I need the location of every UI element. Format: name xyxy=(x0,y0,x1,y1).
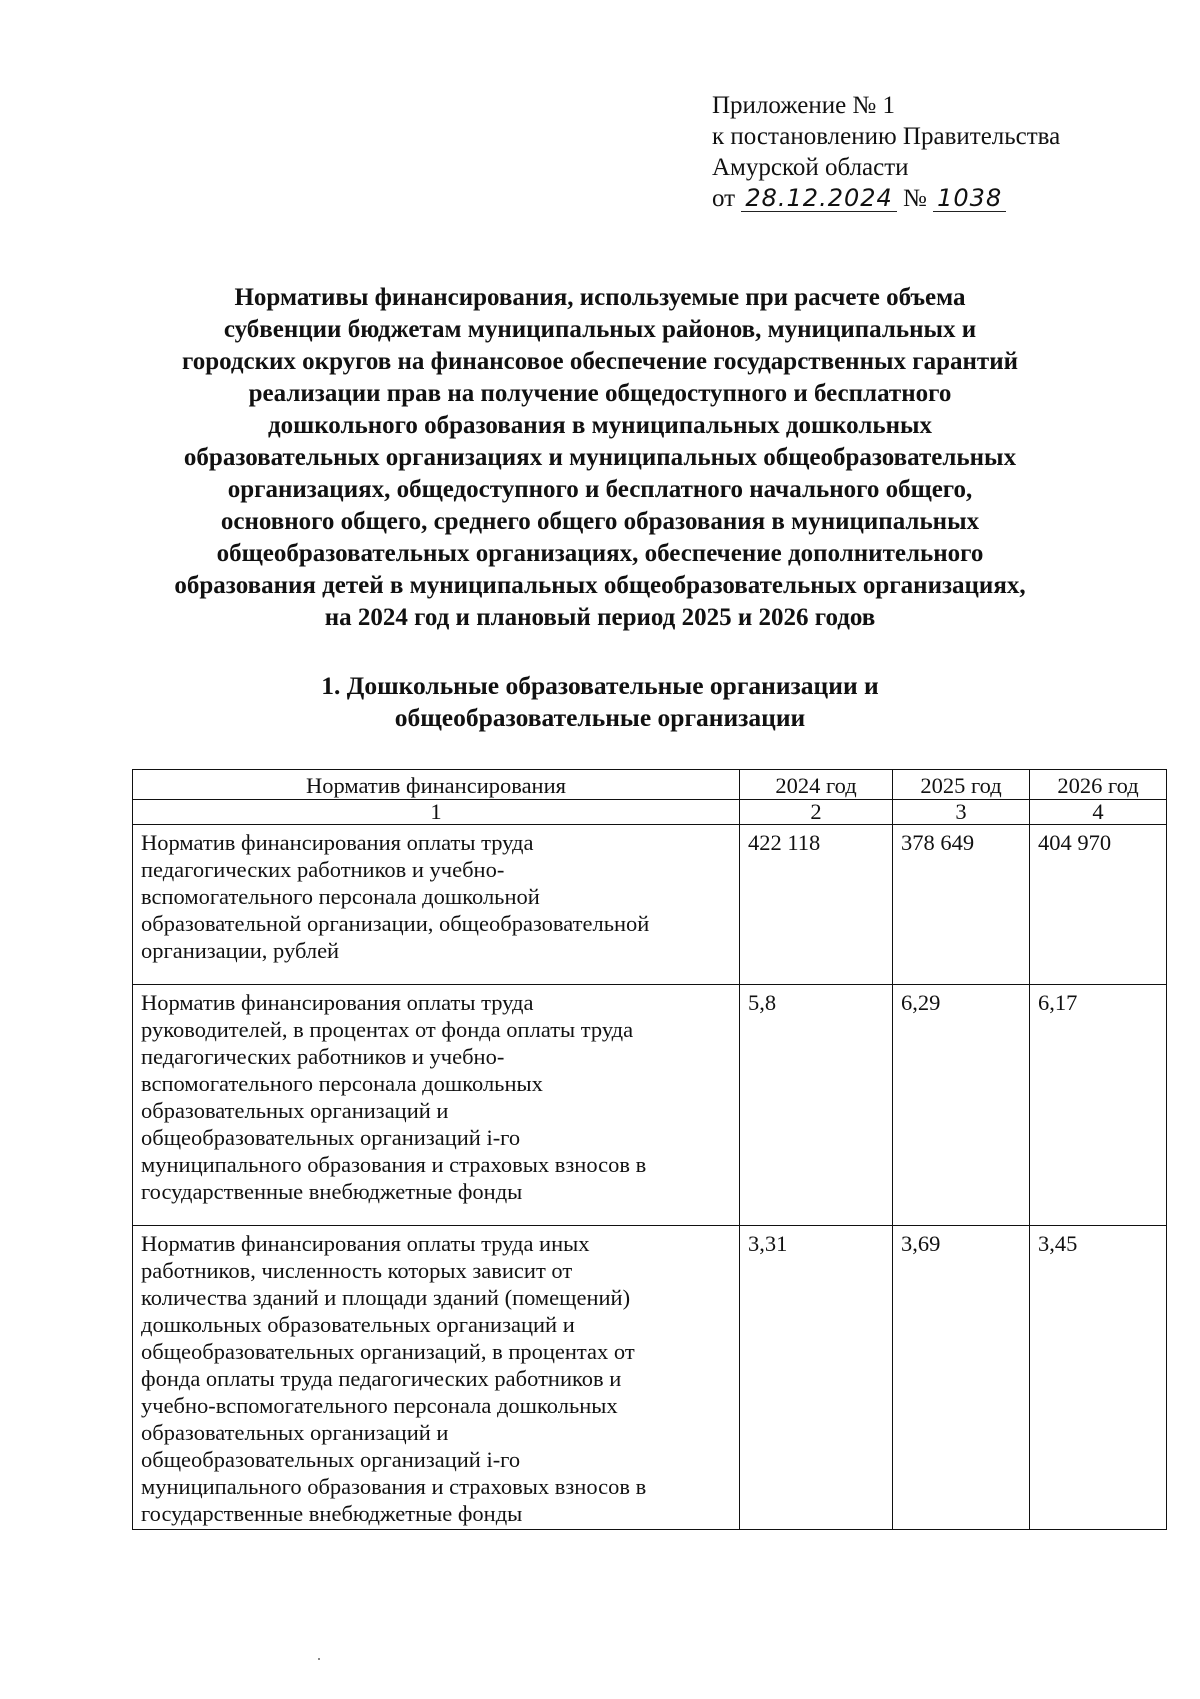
appendix-resolution: к постановлению Правительства xyxy=(712,123,1061,150)
value-2024: 3,31 xyxy=(740,1226,893,1530)
desc-line: вспомогательного персонала дошкольной xyxy=(141,884,540,909)
appendix-date-line xyxy=(712,183,1152,214)
header-2024: 2024 год xyxy=(740,770,893,800)
appendix-number: Приложение № 1 xyxy=(712,92,896,119)
title-line: образования детей в муниципальных общеобразовательных организациях, xyxy=(174,572,1026,599)
desc-line: государственные внебюджетные фонды xyxy=(141,1179,523,1204)
header-2025: 2025 год xyxy=(893,770,1030,800)
value-2025: 378 649 xyxy=(893,825,1030,985)
column-number: 2 xyxy=(740,800,893,825)
title-line: на 2024 год и плановый период 2025 и 2026 годов xyxy=(324,604,876,631)
value-2024: 5,8 xyxy=(740,985,893,1226)
value-2026: 404 970 xyxy=(1030,825,1167,985)
desc-line: Норматив финансирования оплаты труда xyxy=(141,990,534,1015)
norm-description xyxy=(133,985,740,1226)
scan-speck xyxy=(318,1658,320,1660)
column-number: 4 xyxy=(1030,800,1167,825)
title-line: субвенции бюджетам муниципальных районов, муниципальных и xyxy=(223,316,977,343)
appendix-region: Амурской области xyxy=(712,154,909,181)
norm-description xyxy=(133,1226,740,1530)
desc-line: руководителей, в процентах от фонда оплаты труда xyxy=(141,1017,634,1042)
title-line: образовательных организациях и муниципальных общеобразовательных xyxy=(183,444,1017,471)
appendix-block xyxy=(712,90,1152,214)
desc-line: работников, численность которых зависит от xyxy=(141,1258,573,1283)
desc-line: муниципального образования и страховых взносов в xyxy=(141,1152,647,1177)
title-line: организациях, общедоступного и бесплатного начального общего, xyxy=(227,476,973,503)
desc-line: фонда оплаты труда педагогических работников и xyxy=(141,1366,622,1391)
table-row xyxy=(133,825,1167,985)
desc-line: общеобразовательных организаций i-го xyxy=(141,1447,521,1472)
title-line: реализации прав на получение общедоступного и бесплатного xyxy=(248,380,952,407)
from-label: от xyxy=(712,185,736,212)
desc-line: количества зданий и площади зданий (помещений) xyxy=(141,1285,631,1310)
handwritten-number: 1038 xyxy=(933,185,1006,212)
number-label: № xyxy=(903,185,927,212)
desc-line: организации, рублей xyxy=(141,938,340,963)
title-line: общеобразовательных организациях, обеспечение дополнительного xyxy=(216,540,984,567)
norms-table xyxy=(132,769,1167,1530)
column-number-row xyxy=(133,800,1167,825)
table-row xyxy=(133,1226,1167,1530)
desc-line: педагогических работников и учебно- xyxy=(141,1044,505,1069)
title-line: дошкольного образования в муниципальных дошкольных xyxy=(267,412,932,439)
desc-line: дошкольных образовательных организаций и xyxy=(141,1312,575,1337)
desc-line: образовательной организации, общеобразовательной xyxy=(141,911,650,936)
title-line: Нормативы финансирования, используемые при расчете объема xyxy=(234,284,966,311)
column-number: 3 xyxy=(893,800,1030,825)
value-2025: 6,29 xyxy=(893,985,1030,1226)
desc-line: муниципального образования и страховых взносов в xyxy=(141,1474,647,1499)
title-line: основного общего, среднего общего образования в муниципальных xyxy=(220,508,980,535)
section-heading xyxy=(150,670,1050,734)
header-norm: Норматив финансирования xyxy=(133,770,740,800)
header-2026: 2026 год xyxy=(1030,770,1167,800)
value-2026: 6,17 xyxy=(1030,985,1167,1226)
value-2025: 3,69 xyxy=(893,1226,1030,1530)
desc-line: государственные внебюджетные фонды xyxy=(141,1501,523,1526)
column-number: 1 xyxy=(133,800,740,825)
desc-line: Норматив финансирования оплаты труда иных xyxy=(141,1231,590,1256)
table-row xyxy=(133,985,1167,1226)
desc-line: вспомогательного персонала дошкольных xyxy=(141,1071,543,1096)
table-header-row xyxy=(133,770,1167,800)
desc-line: общеобразовательных организаций, в процентах от xyxy=(141,1339,635,1364)
section-heading-line: общеобразовательные организации xyxy=(394,703,806,732)
value-2024: 422 118 xyxy=(740,825,893,985)
norm-description xyxy=(133,825,740,985)
desc-line: Норматив финансирования оплаты труда xyxy=(141,830,534,855)
desc-line: образовательных организаций и xyxy=(141,1420,449,1445)
desc-line: общеобразовательных организаций i-го xyxy=(141,1125,521,1150)
section-heading-line: 1. Дошкольные образовательные организации и xyxy=(321,671,879,700)
title-line: городских округов на финансовое обеспечение государственных гарантий xyxy=(181,348,1019,375)
desc-line: образовательных организаций и xyxy=(141,1098,449,1123)
document-title xyxy=(100,282,1100,634)
desc-line: педагогических работников и учебно- xyxy=(141,857,505,882)
desc-line: учебно-вспомогательного персонала дошкольных xyxy=(141,1393,618,1418)
value-2026: 3,45 xyxy=(1030,1226,1167,1530)
handwritten-date: 28.12.2024 xyxy=(741,185,896,212)
